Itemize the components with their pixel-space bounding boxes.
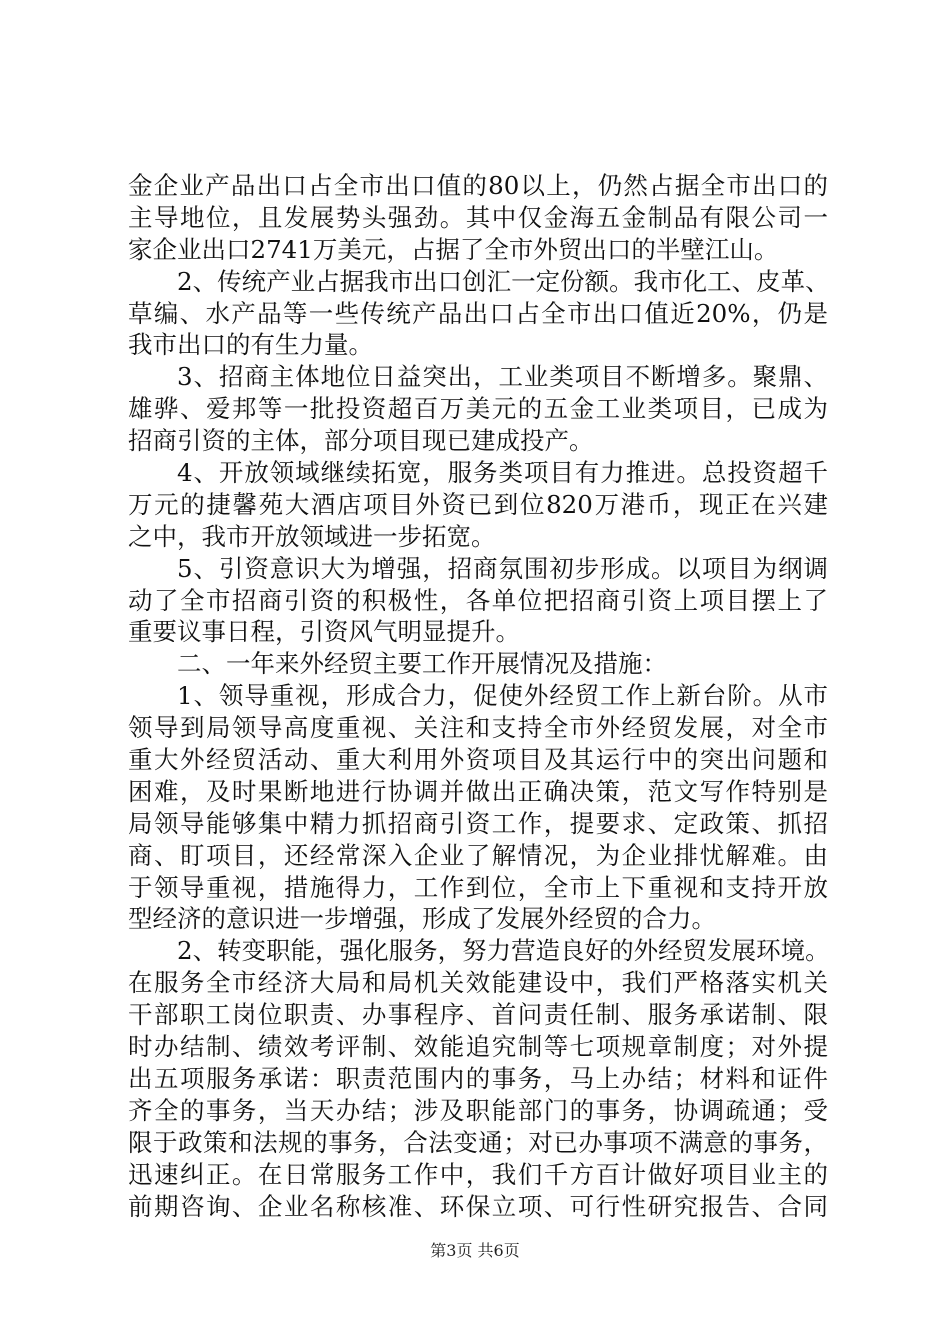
page-footer: 第3页 共6页 (430, 1241, 520, 1260)
text-line: 在服务全市经济大局和局机关效能建设中，我们严格落实机关 (128, 968, 828, 998)
text-line: 时办结制、绩效考评制、效能追究制等七项规章制度；对外提 (128, 1032, 828, 1062)
text-line: 出五项服务承诺：职责范围内的事务，马上办结；材料和证件 (128, 1063, 828, 1093)
document-body (128, 170, 828, 1222)
text-line: 家企业出口2741万美元，占据了全市外贸出口的半壁江山。 (128, 234, 779, 264)
text-line: 4、开放领域继续拓宽，服务类项目有力推进。总投资超千 (177, 458, 828, 488)
text-line: 我市出口的有生力量。 (128, 330, 373, 360)
text-line: 重要议事日程，引资风气明显提升。 (128, 617, 520, 647)
text-line: 于领导重视，措施得力，工作到位，全市上下重视和支持开放 (128, 872, 828, 902)
text-line: 商、盯项目，还经常深入企业了解情况，为企业排忧解难。由 (128, 840, 828, 870)
text-line: 3、招商主体地位日益突出，工业类项目不断增多。聚鼎、 (177, 362, 828, 392)
text-line: 困难，及时果断地进行协调并做出正确决策，范文写作特别是 (128, 776, 828, 806)
text-line: 万元的捷馨苑大酒店项目外资已到位820万港币，现正在兴建 (128, 489, 828, 519)
text-line: 2、转变职能，强化服务，努力营造良好的外经贸发展环境。 (177, 936, 830, 966)
text-line: 前期咨询、企业名称核准、环保立项、可行性研究报告、合同 (128, 1191, 828, 1221)
text-line: 雄骅、爱邦等一批投资超百万美元的五金工业类项目，已成为 (128, 394, 828, 424)
text-line: 1、领导重视，形成合力，促使外经贸工作上新台阶。从市 (177, 681, 828, 711)
text-line: 迅速纠正。在日常服务工作中，我们千方百计做好项目业主的 (128, 1159, 828, 1189)
text-line: 齐全的事务，当天办结；涉及职能部门的事务，协调疏通；受 (128, 1095, 828, 1125)
text-line: 局领导能够集中精力抓招商引资工作，提要求、定政策、抓招 (128, 808, 828, 838)
text-line: 限于政策和法规的事务，合法变通；对已办事项不满意的事务， (128, 1127, 828, 1157)
text-line: 5、引资意识大为增强，招商氛围初步形成。以项目为纲调 (177, 553, 828, 583)
text-line: 2、传统产业占据我市出口创汇一定份额。我市化工、皮革、 (177, 266, 830, 296)
text-line: 领导到局领导高度重视、关注和支持全市外经贸发展，对全市 (128, 713, 828, 743)
text-line: 金企业产品出口占全市出口值的80以上，仍然占据全市出口的 (128, 171, 828, 200)
text-line: 主导地位，且发展势头强劲。其中仅金海五金制品有限公司一 (128, 202, 828, 232)
text-line: 二、一年来外经贸主要工作开展情况及措施： (177, 649, 667, 679)
text-line: 动了全市招商引资的积极性，各单位把招商引资上项目摆上了 (128, 585, 828, 615)
text-line: 招商引资的主体，部分项目现已建成投产。 (128, 426, 594, 456)
text-line: 型经济的意识进一步增强，形成了发展外经贸的合力。 (128, 904, 716, 934)
text-line: 干部职工岗位职责、办事程序、首问责任制、服务承诺制、限 (128, 1000, 828, 1030)
text-line: 重大外经贸活动、重大利用外资项目及其运行中的突出问题和 (128, 745, 828, 775)
text-line: 草编、水产品等一些传统产品出口占全市出口值近20%，仍是 (128, 298, 828, 328)
text-line: 之中，我市开放领域进一步拓宽。 (128, 521, 496, 551)
